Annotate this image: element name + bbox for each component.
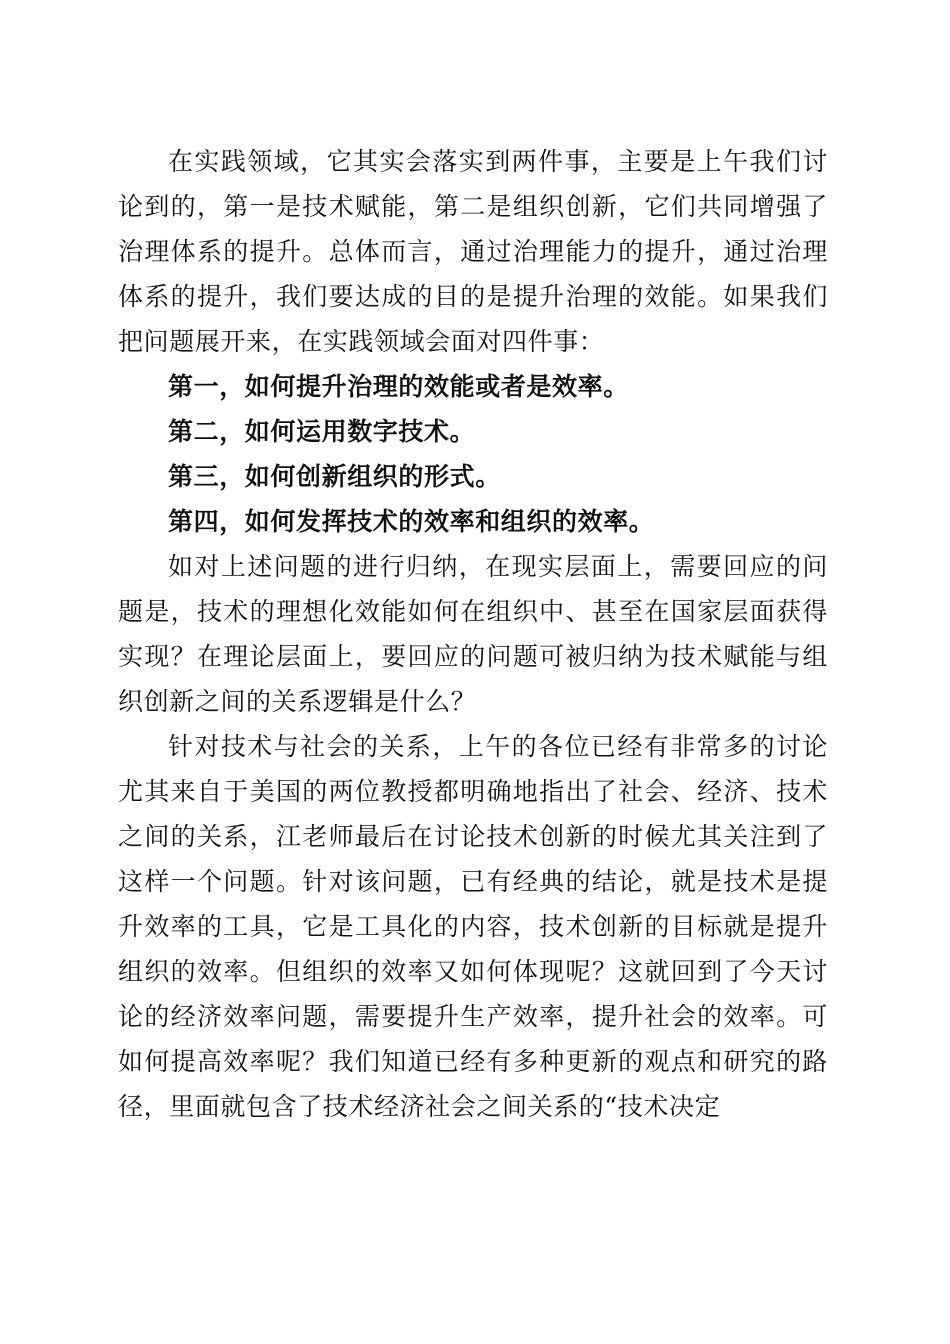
paragraph-summary-questions: 如对上述问题的进行归纳，在现实层面上，需要回应的问题是，技术的理想化效能如何在组织中、甚至在国家层面获得实现？在理论层面上，要回应的问题可被归纳为技术赋能与组织创新之间的关系逻辑是什么？ bbox=[118, 552, 828, 716]
paragraph-practice-domain: 在实践领域，它其实会落实到两件事，主要是上午我们讨论到的，第一是技术赋能，第二是组织创新，它们共同增强了治理体系的提升。总体而言，通过治理能力的提升，通过治理体系的提升，我们要达成的目的是提升治理的效能。如果我们把问题展开来，在实践领域会面对四件事： bbox=[118, 147, 828, 356]
paragraph-technology-society: 针对技术与社会的关系，上午的各位已经有非常多的讨论尤其来自于美国的两位教授都明确地指出了社会、经济、技术之间的关系，江老师最后在讨论技术创新的时候尤其关注到了这样一个问题。针对该问题，已有经典的结论，就是技术是提升效率的工具，它是工具化的内容，技术创新的目标就是提升组织的效率。但组织的效率又如何体现呢？这就回到了今天讨论的经济效率问题，需要提升生产效率，提升社会的效率。可如何提高效率呢？我们知道已经有多种更新的观点和研究的路径，里面就包含了技术经济社会之间关系的“技术决定 bbox=[118, 732, 828, 1121]
list-item-third: 第三，如何创新组织的形式。 bbox=[168, 462, 501, 491]
document-body bbox=[118, 139, 828, 1129]
list-item-first: 第一，如何提升治理的效能或者是效率。 bbox=[168, 372, 629, 401]
list-item-fourth: 第四，如何发挥技术的效率和组织的效率。 bbox=[168, 507, 655, 536]
list-item-second: 第二，如何运用数字技术。 bbox=[168, 417, 476, 446]
